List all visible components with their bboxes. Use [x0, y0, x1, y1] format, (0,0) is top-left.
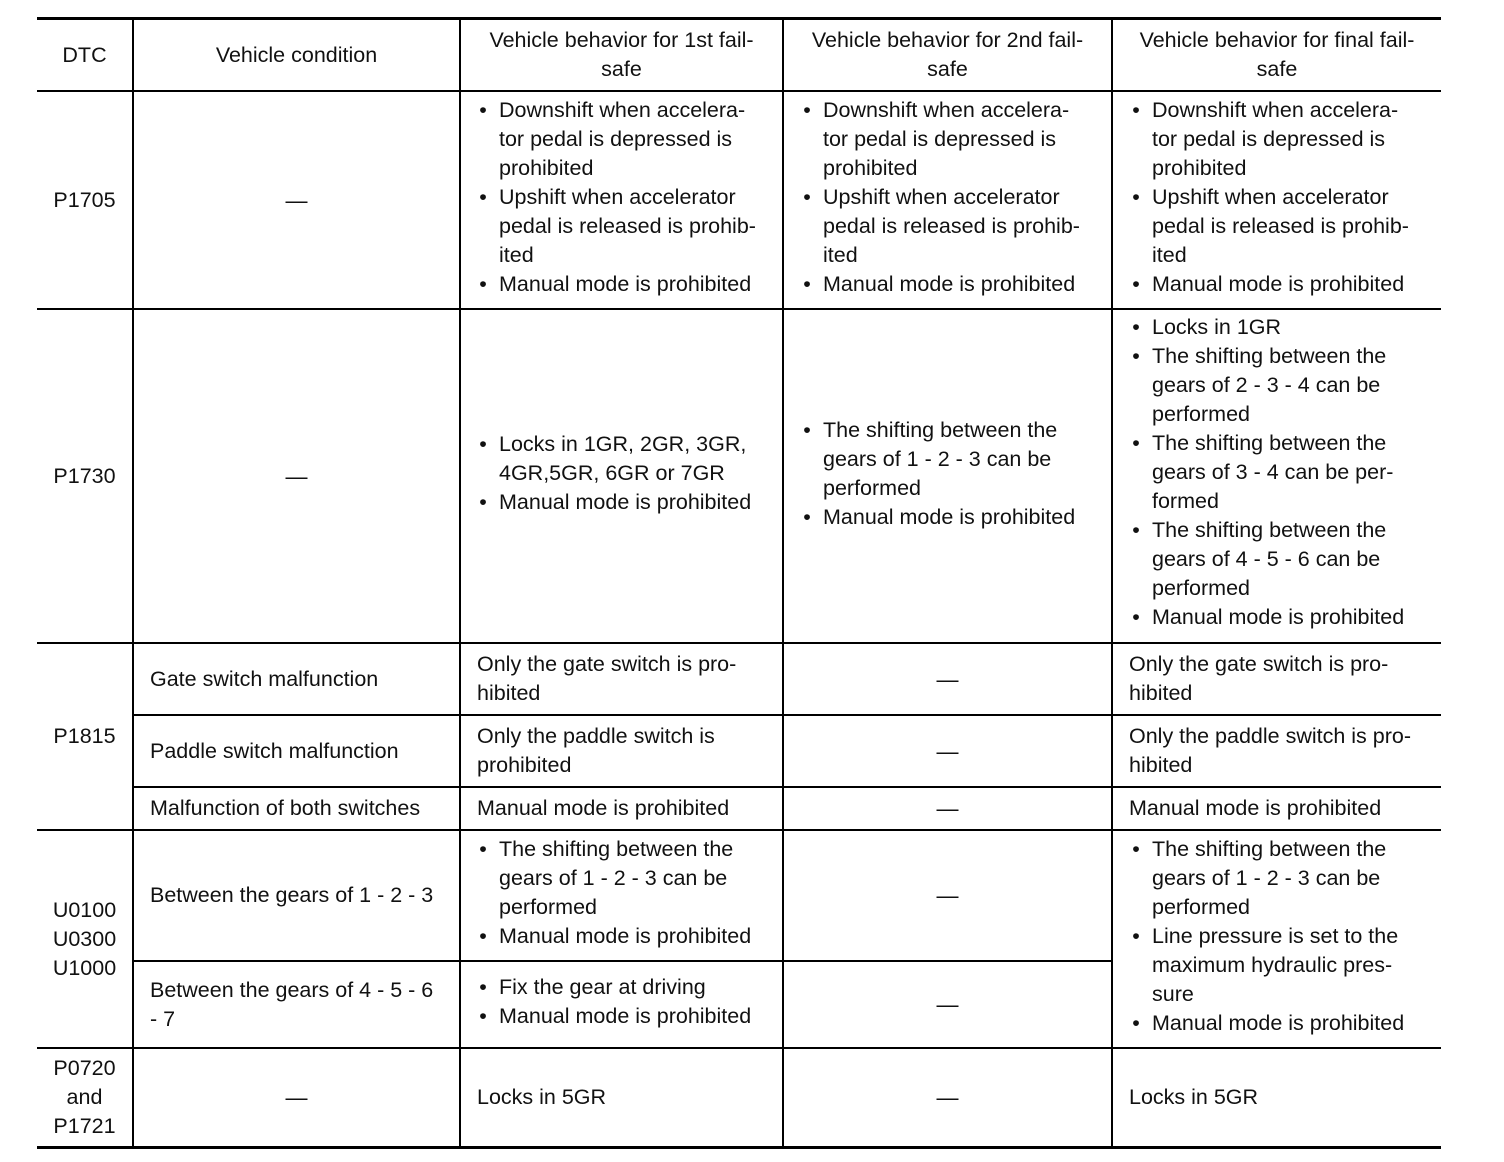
column-divider [1111, 17, 1113, 1149]
bullet-list [475, 973, 785, 1031]
text-line: Only the paddle switch is [477, 724, 715, 748]
text-line: 4GR,5GR, 6GR or 7GR [499, 461, 725, 485]
behavior-1st-cell [461, 716, 782, 786]
text-line: Manual mode is prohibited [823, 272, 1076, 296]
bullet-list [1128, 313, 1440, 632]
header-dtc [37, 20, 132, 90]
bullet-icon: • [1132, 924, 1140, 948]
bullet-list [475, 430, 785, 517]
bullet-icon: • [479, 1004, 487, 1028]
behavior-final-cell [1113, 1049, 1441, 1146]
condition-cell [134, 1049, 459, 1146]
bullet-list [799, 96, 1111, 299]
text-line: Manual mode is prohibited [499, 490, 752, 514]
header-vehicle-condition [134, 20, 459, 90]
list-item [1128, 270, 1440, 299]
text-line: Only the gate switch is pro- [1129, 652, 1389, 676]
condition-cell [134, 92, 459, 308]
condition-cell [134, 310, 459, 642]
text-line: tor pedal is depressed is [499, 127, 733, 151]
text-line: Downshift when accelera- [1152, 98, 1399, 122]
header-condition-label: Vehicle condition [215, 42, 378, 67]
bullet-icon: • [479, 924, 487, 948]
dtc-cell [37, 92, 132, 308]
text-line: pedal is released is prohib- [499, 214, 756, 238]
dtc-code: P1815 [53, 724, 116, 748]
dtc-cell [37, 644, 132, 829]
bullet-icon: • [803, 505, 811, 529]
text-line: prohibited [499, 156, 594, 180]
text-line: performed [1152, 895, 1250, 919]
list-item [799, 183, 1111, 270]
bullet-icon: • [1132, 605, 1140, 629]
text-line: ited [1152, 243, 1187, 267]
behavior-2nd-cell [799, 96, 1111, 299]
list-item [475, 488, 785, 517]
bullet-icon: • [479, 272, 487, 296]
column-divider [459, 17, 461, 1149]
dtc-cell [37, 310, 132, 642]
bullet-list [475, 835, 785, 951]
text-line: The shifting between the [1152, 837, 1387, 861]
bullet-icon: • [479, 975, 487, 999]
text-line: Upshift when accelerator [823, 185, 1060, 209]
text-line: Manual mode is prohibited [823, 505, 1076, 529]
bullet-list [799, 416, 1111, 532]
header-final-line: Vehicle behavior for final fail- [1139, 28, 1415, 52]
text-line: formed [1152, 489, 1219, 513]
text-line: Manual mode is prohibited [1129, 796, 1382, 820]
list-item [799, 416, 1111, 503]
text-line: Upshift when accelerator [499, 185, 736, 209]
text-line: Line pressure is set to the [1152, 924, 1399, 948]
text-line: The shifting between the [499, 837, 734, 861]
text-line: Downshift when accelera- [823, 98, 1070, 122]
header-2nd-failsafe [784, 20, 1111, 90]
text-line: Manual mode is prohibited [1152, 605, 1405, 629]
behavior-final-cell [1113, 644, 1441, 714]
dtc-code: and [66, 1085, 103, 1109]
header-dtc-label: DTC [62, 42, 107, 67]
behavior-text: Locks in 5GR [1129, 1085, 1259, 1109]
behavior-2nd-cell [784, 716, 1111, 786]
list-item [475, 1002, 785, 1031]
text-line: Manual mode is prohibited [499, 1004, 752, 1028]
condition-cell [134, 831, 459, 960]
empty-dash: — [285, 187, 308, 213]
list-item [799, 503, 1111, 532]
behavior-2nd-cell [784, 962, 1111, 1047]
list-item [1128, 835, 1440, 922]
text-line: Downshift when accelera- [499, 98, 746, 122]
list-item [1128, 603, 1440, 632]
text-line: performed [1152, 576, 1250, 600]
dtc-code: P1705 [53, 187, 116, 212]
list-item [475, 183, 785, 270]
text-line: pedal is released is prohib- [823, 214, 1080, 238]
bullet-icon: • [1132, 98, 1140, 122]
behavior-final-cell [1128, 835, 1440, 1038]
list-item [475, 270, 785, 299]
text-line: tor pedal is depressed is [823, 127, 1057, 151]
text-line: gears of 1 - 2 - 3 can be [499, 866, 728, 890]
dtc-code: U1000 [52, 955, 117, 980]
empty-dash: — [936, 992, 959, 1017]
text-line: Manual mode is prohibited [499, 924, 752, 948]
dtc-code: U0100 [52, 897, 117, 922]
text-line: Fix the gear at driving [499, 975, 706, 999]
condition-cell [134, 716, 459, 786]
text-line: Only the paddle switch is pro- [1129, 724, 1412, 748]
text-line: Upshift when accelerator [1152, 185, 1389, 209]
empty-dash: — [285, 463, 308, 489]
text-line: The shifting between the [1152, 518, 1387, 542]
bullet-icon: • [1132, 344, 1140, 368]
dtc-code: P1721 [53, 1114, 116, 1138]
text-line: Manual mode is prohibited [477, 796, 730, 820]
text-line: Manual mode is prohibited [1152, 1011, 1405, 1035]
bullet-icon: • [803, 185, 811, 209]
behavior-final-cell [1113, 788, 1441, 829]
list-item [475, 922, 785, 951]
text-line: Manual mode is prohibited [1152, 272, 1405, 296]
condition-cell [134, 644, 459, 714]
behavior-final-cell [1128, 313, 1440, 632]
dtc-cell [37, 831, 132, 1047]
condition-text: Paddle switch malfunction [150, 738, 399, 763]
list-item [1128, 516, 1440, 603]
text-line: ited [823, 243, 858, 267]
behavior-1st-cell [475, 430, 785, 517]
text-line: performed [1152, 402, 1250, 426]
bullet-icon: • [479, 432, 487, 456]
text-line: hibited [477, 681, 541, 705]
bullet-list [1128, 835, 1440, 1038]
bullet-icon: • [1132, 837, 1140, 861]
list-item [1128, 342, 1440, 429]
bullet-icon: • [803, 418, 811, 442]
bullet-icon: • [479, 98, 487, 122]
empty-dash: — [936, 796, 959, 821]
dtc-code: P1730 [53, 463, 116, 488]
text-line: The shifting between the [823, 418, 1058, 442]
condition-text: Between the gears of 4 - 5 - 6 [150, 977, 434, 1002]
text-line: Only the gate switch is pro- [477, 652, 737, 676]
header-2nd-line: Vehicle behavior for 2nd fail- [811, 28, 1084, 52]
condition-text: Gate switch malfunction [150, 666, 379, 691]
list-item [1128, 1009, 1440, 1038]
empty-dash: — [936, 738, 959, 764]
header-1st-line: safe [601, 57, 642, 81]
text-line: Manual mode is prohibited [499, 272, 752, 296]
condition-text: - 7 [150, 1006, 176, 1031]
header-final-line: safe [1256, 57, 1298, 81]
list-item [1128, 183, 1440, 270]
text-line: performed [499, 895, 597, 919]
list-item [799, 96, 1111, 183]
text-line: prohibited [477, 753, 572, 777]
text-line: hibited [1129, 681, 1193, 705]
dtc-code: U0300 [52, 926, 117, 951]
text-line: performed [823, 476, 921, 500]
text-line: sure [1152, 982, 1194, 1006]
table-bottom-border [37, 1146, 1441, 1149]
behavior-2nd-cell [799, 416, 1111, 532]
text-line: hibited [1129, 753, 1193, 777]
condition-cell [134, 962, 459, 1047]
bullet-icon: • [1132, 518, 1140, 542]
list-item [475, 835, 785, 922]
behavior-2nd-cell [784, 1049, 1111, 1146]
empty-dash: — [936, 1085, 959, 1110]
bullet-icon: • [1132, 185, 1140, 209]
header-final-failsafe [1113, 20, 1441, 90]
empty-dash: — [936, 666, 959, 692]
behavior-2nd-cell [784, 644, 1111, 714]
list-item [1128, 429, 1440, 516]
header-1st-failsafe [461, 20, 782, 90]
condition-text: Between the gears of 1 - 2 - 3 [150, 883, 434, 907]
bullet-icon: • [1132, 1011, 1140, 1035]
dtc-cell [37, 1049, 132, 1146]
list-item [1128, 96, 1440, 183]
list-item [475, 973, 785, 1002]
bullet-icon: • [479, 490, 487, 514]
text-line: pedal is released is prohib- [1152, 214, 1409, 238]
behavior-2nd-cell [784, 831, 1111, 960]
list-item [475, 430, 785, 488]
behavior-1st-cell [475, 835, 785, 951]
bullet-icon: • [1132, 431, 1140, 455]
condition-text: Malfunction of both switches [150, 796, 421, 820]
text-line: tor pedal is depressed is [1152, 127, 1386, 151]
text-line: gears of 1 - 2 - 3 can be [823, 447, 1052, 471]
bullet-icon: • [479, 185, 487, 209]
bullet-icon: • [803, 98, 811, 122]
text-line: gears of 1 - 2 - 3 can be [1152, 866, 1381, 890]
list-item [1128, 313, 1440, 342]
text-line: prohibited [1152, 156, 1247, 180]
bullet-icon: • [803, 272, 811, 296]
bullet-list [1128, 96, 1440, 299]
bullet-icon: • [1132, 315, 1140, 339]
header-1st-line: Vehicle behavior for 1st fail- [489, 28, 754, 52]
behavior-text: Locks in 5GR [477, 1085, 607, 1109]
condition-cell [134, 788, 459, 829]
list-item [1128, 922, 1440, 1009]
list-item [799, 270, 1111, 299]
header-2nd-line: safe [927, 57, 968, 81]
behavior-final-cell [1113, 716, 1441, 786]
behavior-final-cell [1128, 96, 1440, 299]
behavior-1st-cell [475, 96, 785, 299]
text-line: The shifting between the [1152, 431, 1387, 455]
behavior-2nd-cell [784, 788, 1111, 829]
text-line: maximum hydraulic pres- [1152, 953, 1393, 977]
text-line: gears of 3 - 4 can be per- [1152, 460, 1394, 484]
behavior-1st-cell [461, 1049, 782, 1146]
text-line: The shifting between the [1152, 344, 1387, 368]
text-line: gears of 4 - 5 - 6 can be [1152, 547, 1381, 571]
text-line: gears of 2 - 3 - 4 can be [1152, 373, 1381, 397]
behavior-1st-cell [461, 644, 782, 714]
empty-dash: — [936, 883, 959, 908]
text-line: Locks in 1GR [1152, 315, 1282, 339]
bullet-list [475, 96, 785, 299]
behavior-1st-cell [461, 788, 782, 829]
empty-dash: — [285, 1085, 308, 1110]
text-line: Locks in 1GR, 2GR, 3GR, [499, 432, 747, 456]
list-item [475, 96, 785, 183]
bullet-icon: • [479, 837, 487, 861]
behavior-1st-cell [475, 973, 785, 1031]
text-line: prohibited [823, 156, 918, 180]
text-line: ited [499, 243, 534, 267]
bullet-icon: • [1132, 272, 1140, 296]
dtc-code: P0720 [53, 1056, 116, 1080]
